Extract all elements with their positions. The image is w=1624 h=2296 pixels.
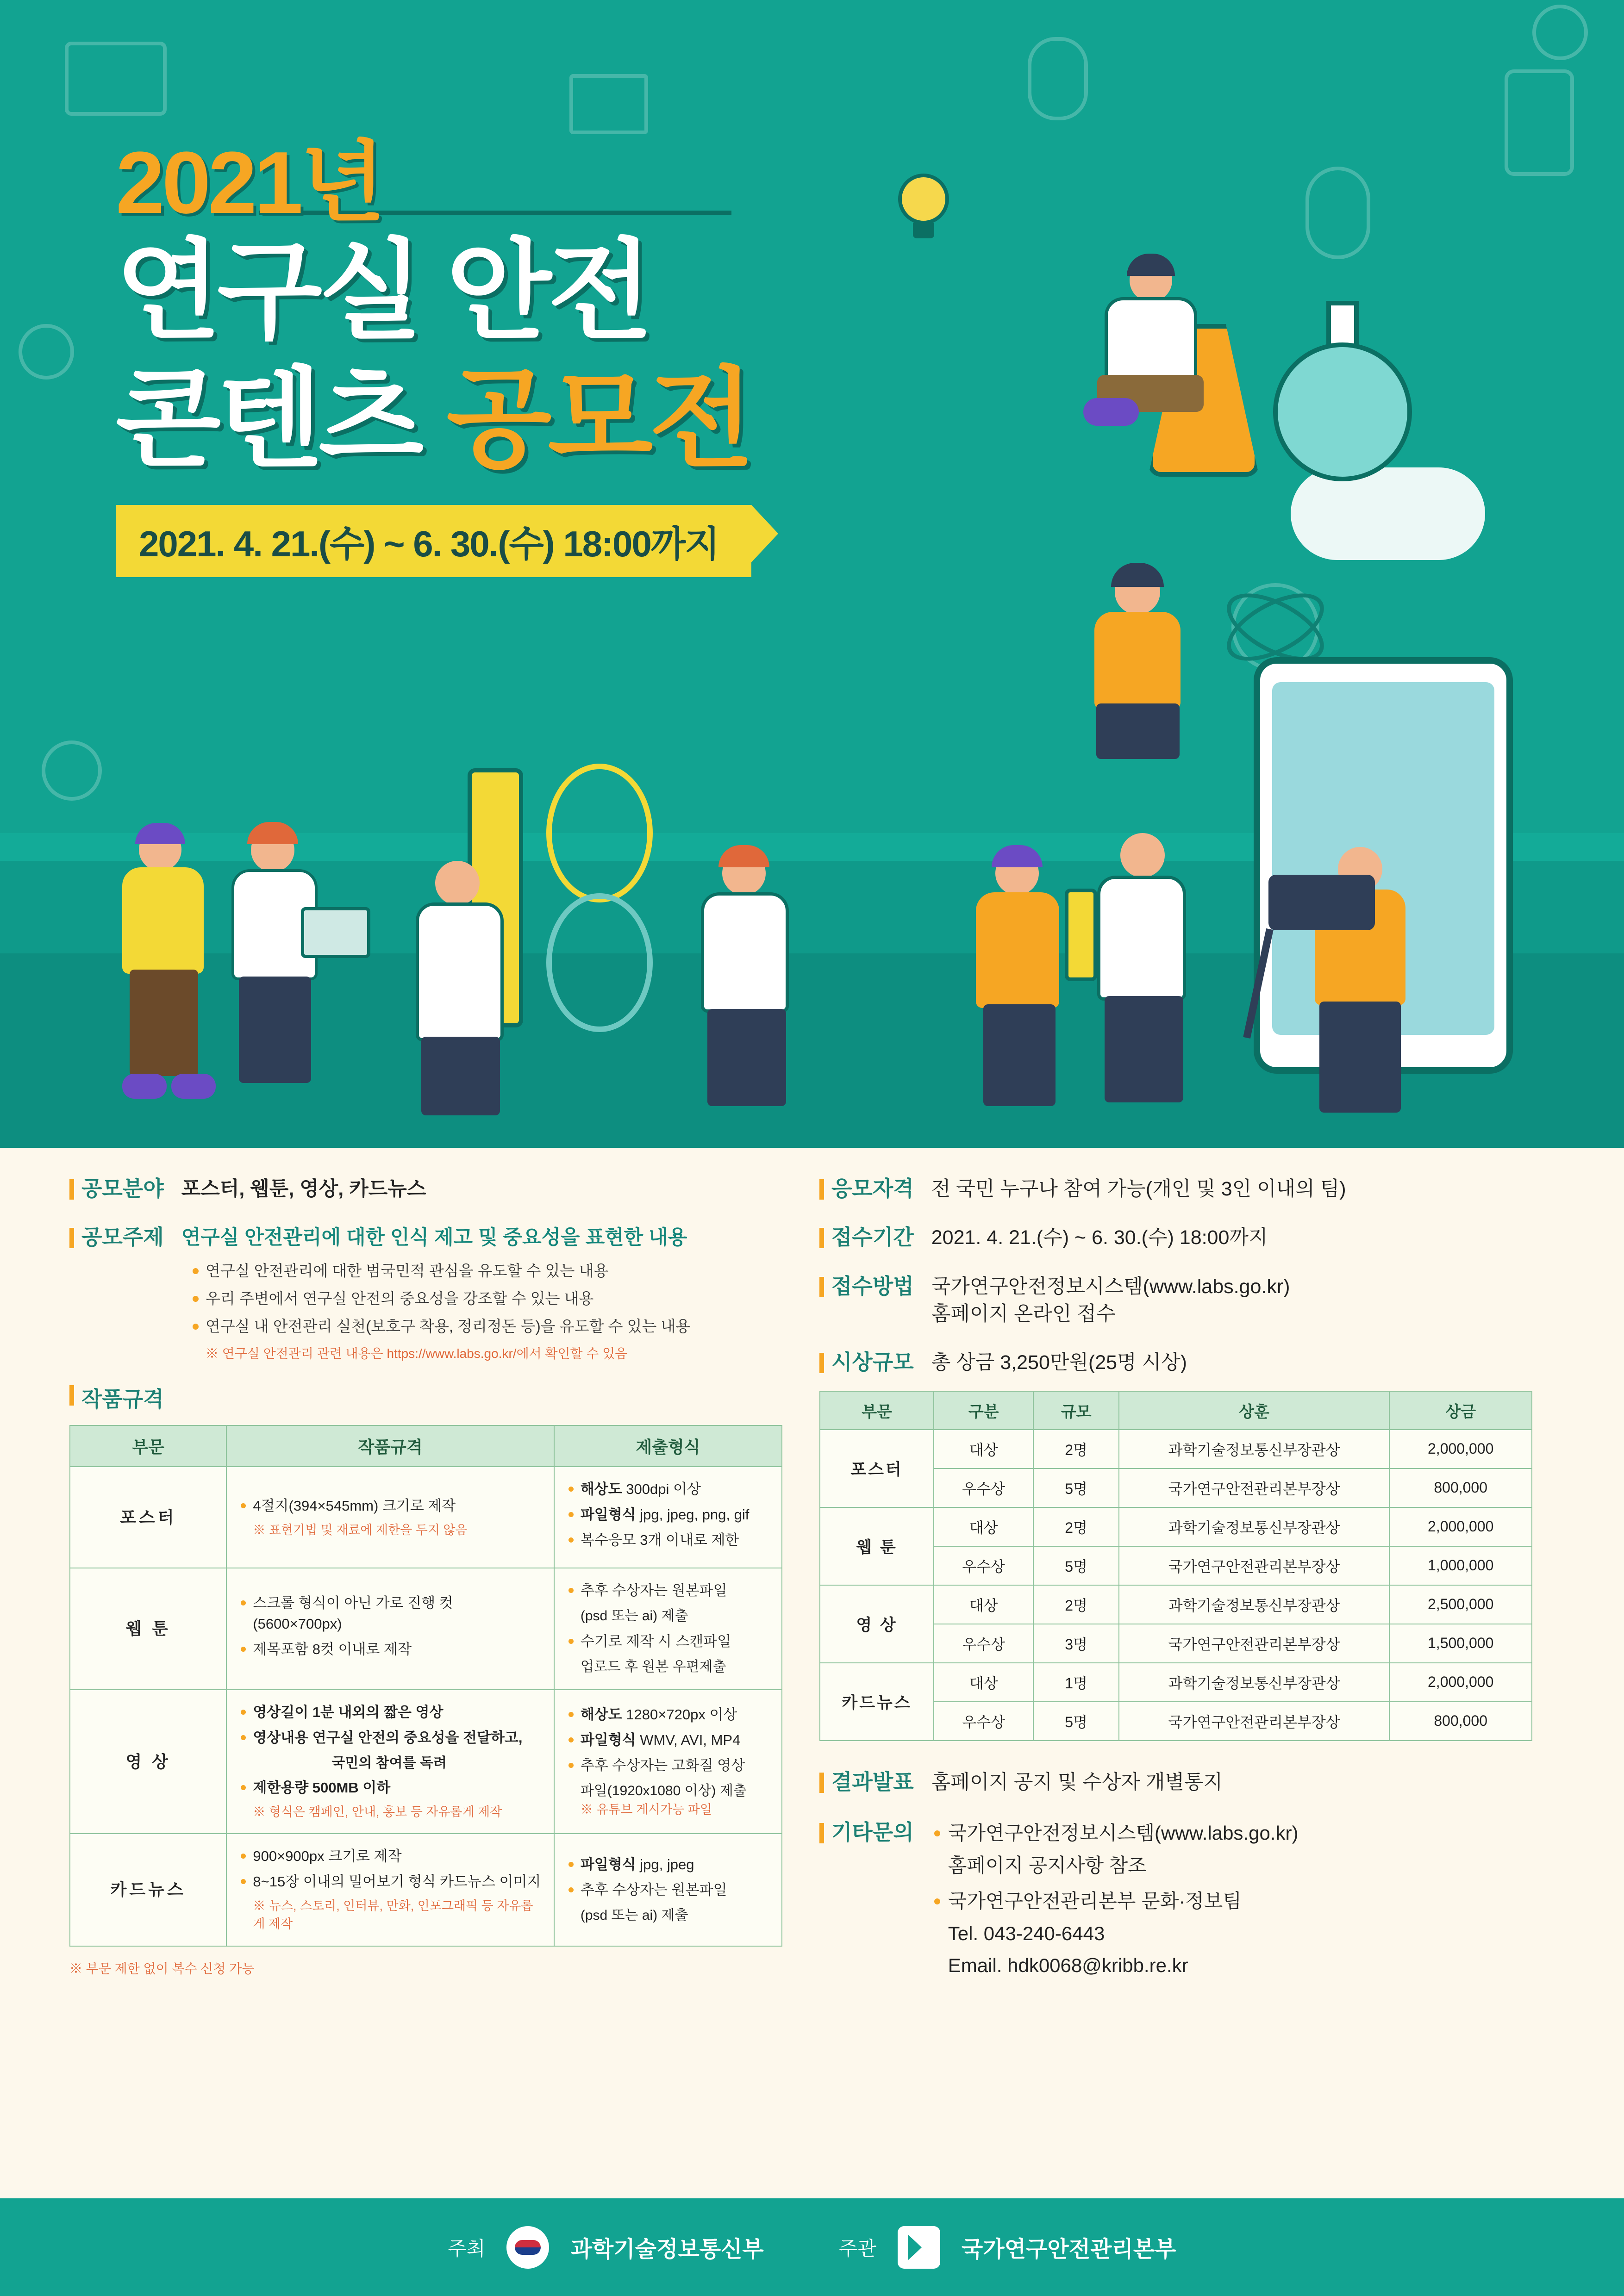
theme-bullet-list [190,1260,782,1338]
footer-host-name: 과학기술정보통신부 [570,2237,764,2262]
format-text: jpg, jpeg, png, gif [640,1506,750,1523]
list-item: 스크롤 형식이 아닌 가로 진행 컷 (5600×700px) [239,1593,541,1635]
list-item: 국가연구안전관리본부 문화·정보팀 [931,1887,1299,1915]
labs-logo-icon [898,2226,940,2269]
list-item: 900×900px 크기로 제작 [239,1846,541,1867]
table-row [70,1690,782,1834]
award-row-4-scale: 2명 [1033,1585,1119,1624]
poster-period-badge: 2021. 4. 21.(수) ~ 6. 30.(수) 18:00까지 [116,505,751,577]
spec-bottom-note: ※ 부문 제한 없이 복수 신청 가능 [69,1961,255,1976]
format-label: 해상도 [580,1706,622,1723]
list-item: 우리 주변에서 연구실 안전의 중요성을 강조할 수 있는 내용 [190,1288,782,1309]
poster-year: 2021년 [116,134,383,232]
spec-row-3-spec [226,1834,554,1946]
award-row-4-grade: 대상 [934,1585,1033,1624]
lightbulb-icon [898,174,949,243]
list-item: 4절지(394×545mm) 크기로 제작 [239,1496,541,1517]
spec-row-1-spec [226,1568,554,1690]
poster-title-line-1: 연구실 안전 [116,230,650,352]
person-illustration-phone [1078,569,1217,764]
spec-row-0-spec [226,1467,554,1568]
award-row-3-scale: 5명 [1033,1546,1119,1585]
award-row-2-category: 웹 툰 [820,1507,934,1585]
award-row-5-honor: 국가연구안전관리본부장상 [1119,1624,1389,1663]
field-method-value [931,1273,1290,1328]
award-row-1-grade: 우수상 [934,1468,1033,1507]
list-item [567,1631,769,1652]
poster-title-line-2a: 콘텐츠 [116,358,447,480]
person-illustration-5 [1083,833,1222,1120]
format-label: 파일형식 [580,1506,636,1523]
field-result-value: 홈페이지 공지 및 수상자 개별통지 [931,1771,1223,1793]
field-method [819,1273,1532,1328]
person-illustration-syringe [407,787,560,1120]
award-row-5-amount: 1,500,000 [1389,1624,1532,1663]
dna-helix-icon [546,764,653,1051]
field-method-label: 접수방법 [819,1273,914,1300]
list-item [567,1730,769,1751]
format-text: 추후 수상자는 원본파일 [580,1582,727,1599]
award-row-3-honor: 국가연구안전관리본부장상 [1119,1546,1389,1585]
award-col-scale: 규모 [1033,1391,1119,1430]
field-period-value: 2021. 4. 21.(수) ~ 6. 30.(수) 18:00까지 [931,1226,1268,1249]
award-row-4-category: 영 상 [820,1585,934,1663]
award-row-0-honor: 과학기술정보통신부장관상 [1119,1430,1389,1468]
poster-title-line-2b: 공모전 [446,358,751,480]
video-camera-icon [1268,875,1375,930]
pen-icon [1028,37,1088,120]
format-label: 파일형식 [580,1731,636,1748]
list-item [567,1580,769,1601]
award-row-5-grade: 우수상 [934,1624,1033,1663]
format-text: 파일(1920x1080 이상) 제출 [580,1783,747,1798]
spec-row-2-category: 영 상 [70,1690,226,1834]
field-prize [819,1349,1532,1376]
footer-organizer-name: 국가연구안전관리본부 [961,2237,1176,2262]
table-row [70,1568,782,1690]
format-label: 파일형식 [580,1856,636,1873]
format-text: (psd 또는 ai) 제출 [580,1907,688,1923]
award-row-0-grade: 대상 [934,1430,1033,1468]
field-etc-label: 기타문의 [819,1819,914,1846]
format-text: 추후 수상자는 고화질 영상 [580,1757,745,1773]
spec-row-2-spec [226,1690,554,1834]
field-category-label: 공모분야 [69,1176,164,1202]
format-text: 복수응모 3개 이내로 제한 [580,1532,739,1549]
poster-body [0,1148,1624,2198]
spec-col-format: 제출형식 [554,1425,782,1467]
scientist-illustration-1 [1079,259,1231,454]
list-item [567,1854,769,1875]
list-item: 영상길이 1분 내외의 짧은 영상 [239,1702,541,1723]
list-item: 8~15장 이내의 밀어보기 형식 카드뉴스 이미지 [239,1872,541,1892]
award-row-2-honor: 과학기술정보통신부장관상 [1119,1507,1389,1546]
left-column [69,1176,782,2005]
footer-organizer-role: 주관 [838,2237,876,2259]
spec-row-0-category: 포스터 [70,1467,226,1568]
award-row-2-grade: 대상 [934,1507,1033,1546]
award-row-4-amount: 2,500,000 [1389,1585,1532,1624]
poster-title-block [116,134,751,577]
format-text: 수기로 제작 시 스캔파일 [580,1633,731,1650]
spec-row-1-format [554,1568,782,1690]
list-item [567,1755,769,1776]
table-row [820,1507,1532,1546]
list-item: 홈페이지 공지사항 참조 [948,1854,1147,1876]
table-header-row [820,1391,1532,1430]
format-text: 300dpi 이상 [626,1481,701,1498]
field-eligibility-label: 응모자격 [819,1176,914,1202]
list-item: 제한용량 500MB 이하 [239,1778,541,1798]
format-text: 1280×720px 이상 [626,1706,737,1723]
award-row-7-amount: 800,000 [1389,1702,1532,1741]
mssit-logo-icon [506,2226,549,2269]
table-row [70,1467,782,1568]
spec-row-2-spec-cont: 국민의 참여를 독려 [331,1755,447,1771]
award-row-7-scale: 5명 [1033,1702,1119,1741]
list-item [567,1505,769,1525]
award-row-6-scale: 1명 [1033,1663,1119,1702]
field-category [69,1176,782,1203]
award-row-0-amount: 2,000,000 [1389,1430,1532,1468]
format-label: 해상도 [580,1481,622,1498]
field-method-line-1: 국가연구안전정보시스템(www.labs.go.kr) [931,1275,1290,1298]
list-item: Email. hdk0068@kribb.re.kr [948,1954,1188,1977]
person-illustration-camera [1287,847,1454,1125]
award-row-6-grade: 대상 [934,1663,1033,1702]
format-text: 업로드 후 원본 우편제출 [580,1659,726,1675]
field-eligibility [819,1176,1532,1203]
field-result [819,1769,1532,1796]
thought-bubble-icon [1291,467,1485,560]
award-row-2-scale: 2명 [1033,1507,1119,1546]
format-text: jpg, jpeg [640,1856,694,1873]
award-row-5-scale: 3명 [1033,1624,1119,1663]
award-row-2-amount: 2,000,000 [1389,1507,1532,1546]
field-theme-value: 연구실 안전관리에 대한 인식 제고 및 중요성을 표현한 내용 [181,1226,687,1249]
award-table [819,1391,1532,1741]
award-row-6-amount: 2,000,000 [1389,1663,1532,1702]
table-header-row [70,1425,782,1467]
field-method-line-2: 홈페이지 온라인 접수 [931,1302,1116,1325]
award-col-honor: 상훈 [1119,1391,1389,1430]
spec-row-3-format [554,1834,782,1946]
field-eligibility-value: 전 국민 누구나 참여 가능(개인 및 3인 이내의 팀) [931,1178,1346,1200]
field-prize-value: 총 상금 3,250만원(25명 시상) [931,1351,1187,1374]
round-flask-icon [1273,342,1412,481]
spec-row-1-category: 웹 툰 [70,1568,226,1690]
spec-heading: 작품규격 [69,1382,782,1413]
table-row [70,1834,782,1946]
award-row-1-scale: 5명 [1033,1468,1119,1507]
award-row-4-honor: 과학기술정보통신부장관상 [1119,1585,1389,1624]
award-col-amount: 상금 [1389,1391,1532,1430]
megaphone-icon [569,74,648,134]
person-illustration-microscope [685,852,824,1120]
poster-footer [0,2198,1624,2296]
award-row-1-honor: 국가연구안전관리본부장상 [1119,1468,1389,1507]
list-item: 연구실 안전관리에 대한 범국민적 관심을 유도할 수 있는 내용 [190,1260,782,1282]
format-text: 추후 수상자는 원본파일 [580,1881,727,1898]
list-item [567,1479,769,1500]
etc-list [931,1819,1299,1984]
field-etc [819,1819,1532,1984]
award-row-1-amount: 800,000 [1389,1468,1532,1507]
theme-note: ※ 연구실 안전관리 관련 내용은 https://www.labs.go.kr/에서 확인할 수 있음 [206,1346,628,1361]
list-item [567,1530,769,1551]
field-period-label: 접수기간 [819,1224,914,1251]
field-period [819,1224,1532,1251]
list-item [567,1880,769,1901]
field-theme-label: 공모주제 [69,1224,164,1251]
format-text: WMV, AVI, MP4 [640,1731,741,1748]
award-row-6-category: 카드뉴스 [820,1663,934,1741]
list-item: 연구실 내 안전관리 실천(보호구 착용, 정리정돈 등)을 유도할 수 있는 내용 [190,1316,782,1337]
spec-row-0-format [554,1467,782,1568]
table-row [820,1430,1532,1468]
spec-row-0-note: ※ 표현기법 및 재료에 제한을 두지 않음 [253,1523,468,1537]
field-result-label: 결과발표 [819,1769,914,1796]
footer-host-role: 주최 [448,2237,486,2259]
molecule-icon [1532,5,1588,60]
dna-small-icon [1305,167,1370,259]
award-row-6-honor: 과학기술정보통신부장관상 [1119,1663,1389,1702]
bulb-small-icon [42,740,102,801]
field-category-value: 포스터, 웹툰, 영상, 카드뉴스 [181,1178,426,1200]
list-item: 영상내용 연구실 안전의 중요성을 전달하고, [239,1728,541,1748]
spec-row-3-category: 카드뉴스 [70,1834,226,1946]
format-text: ※ 유튜브 게시가능 파일 [580,1803,712,1817]
video-card-icon [65,42,167,116]
spec-row-3-note: ※ 뉴스, 스토리, 인터뷰, 만화, 인포그래픽 등 자유롭게 제작 [253,1899,533,1931]
spec-row-2-format [554,1690,782,1834]
chart-icon [19,324,74,380]
right-column [819,1176,1532,2005]
table-row [820,1663,1532,1702]
award-row-7-honor: 국가연구안전관리본부장상 [1119,1702,1389,1741]
table-row [820,1585,1532,1624]
award-col-category: 부문 [820,1391,934,1430]
spec-table [69,1425,782,1946]
award-row-7-grade: 우수상 [934,1702,1033,1741]
spec-col-category: 부문 [70,1425,226,1467]
field-prize-label: 시상규모 [819,1349,914,1376]
list-item [567,1705,769,1725]
list-item: 국가연구안전정보시스템(www.labs.go.kr) [931,1819,1299,1847]
poster-title-line-2 [116,355,751,483]
spec-row-2-note: ※ 형식은 캠페인, 안내, 홍보 등 자유롭게 제작 [253,1805,502,1819]
person-illustration-2 [106,828,227,1115]
person-illustration-3 [218,828,347,1115]
award-row-3-amount: 1,000,000 [1389,1546,1532,1585]
award-row-0-scale: 2명 [1033,1430,1119,1468]
list-item: 제목포함 8컷 이내로 제작 [239,1639,541,1660]
spec-col-spec: 작품규격 [226,1425,554,1467]
field-theme [69,1224,782,1362]
award-row-3-grade: 우수상 [934,1546,1033,1585]
list-item: Tel. 043-240-6443 [948,1922,1105,1944]
format-text: (psd 또는 ai) 제출 [580,1608,688,1624]
award-row-0-category: 포스터 [820,1430,934,1507]
tablet-icon [1505,69,1574,176]
award-col-grade: 구분 [934,1391,1033,1430]
